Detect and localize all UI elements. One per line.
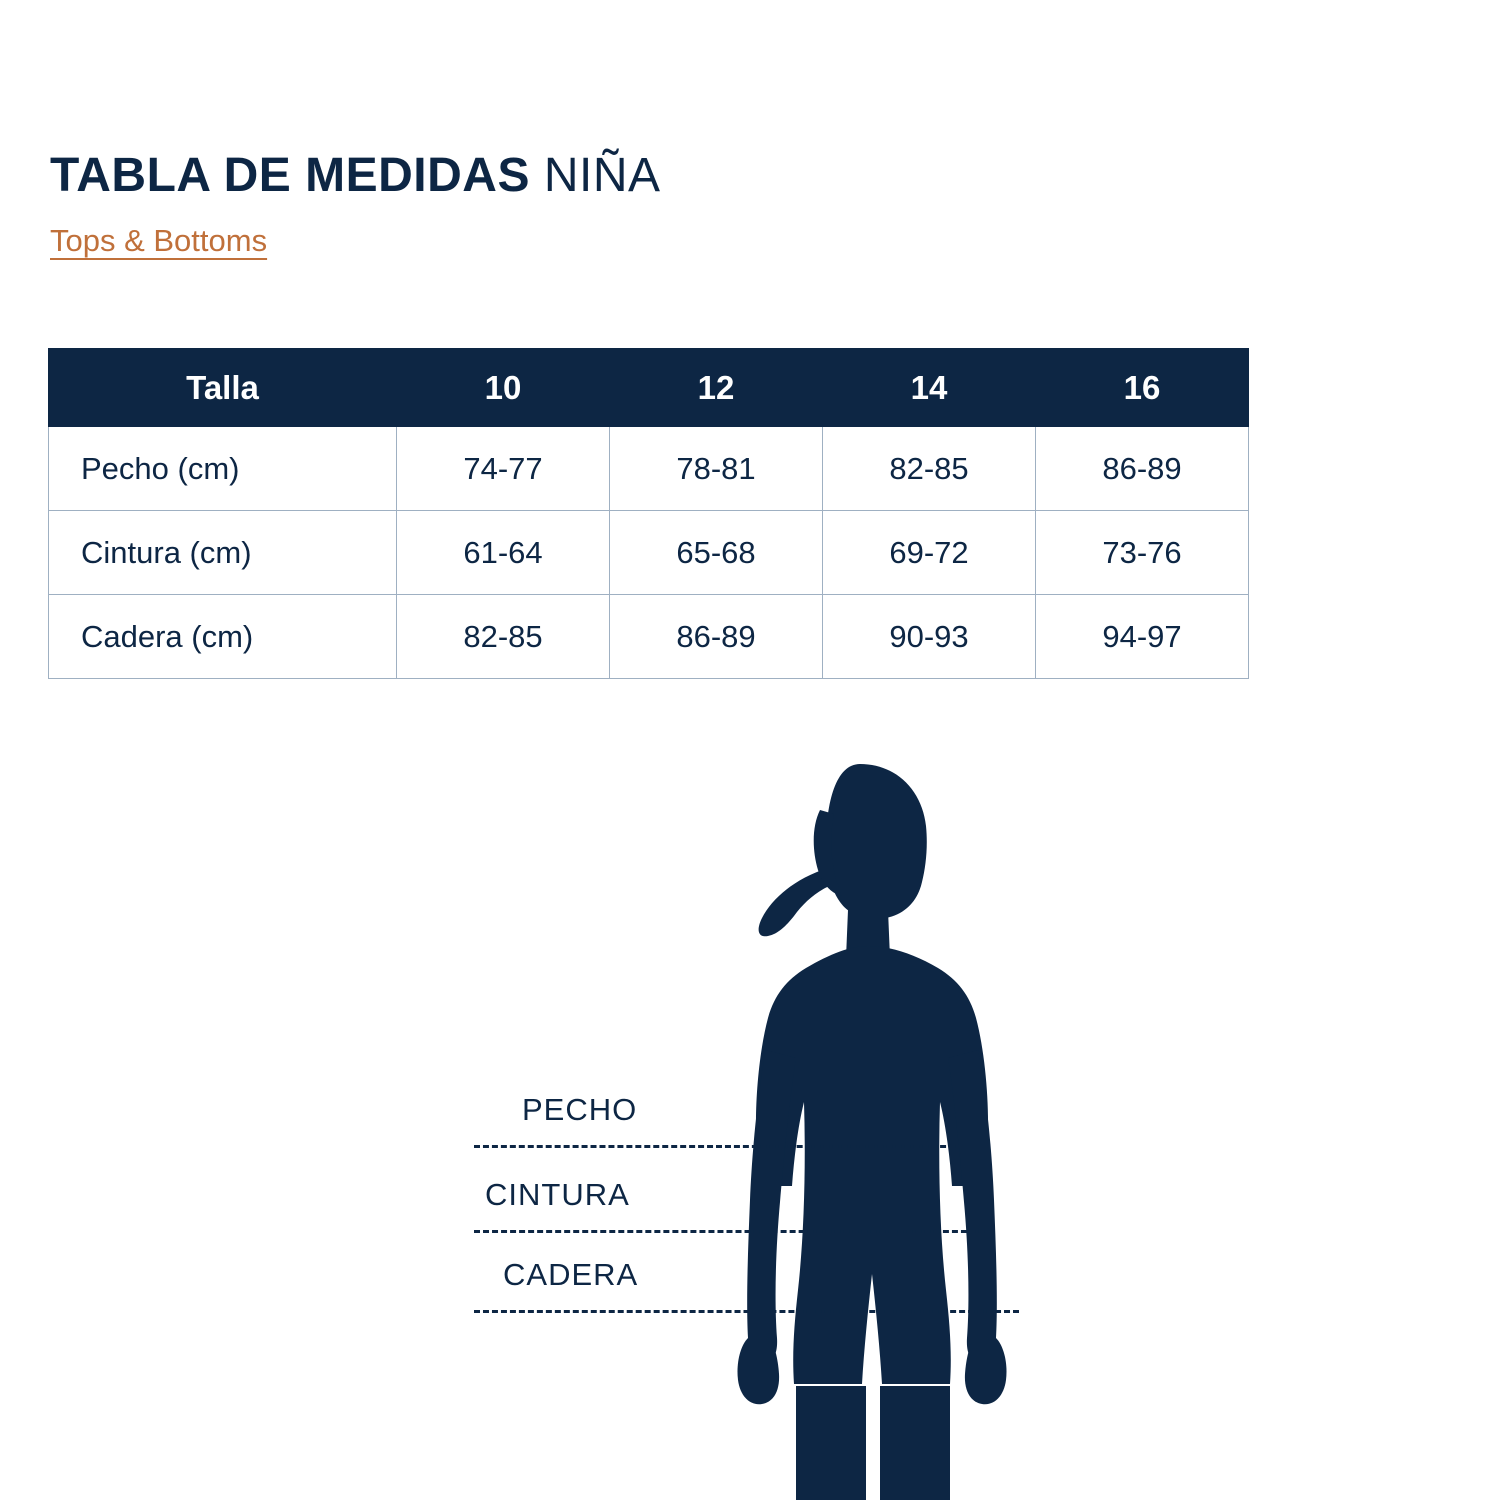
label-cadera: CADERA	[503, 1257, 639, 1292]
table-header-row	[49, 349, 1249, 427]
cell-pecho-16: 86-89	[1036, 427, 1249, 511]
table-header-size-16: 16	[1036, 349, 1249, 427]
table-header-size-14: 14	[823, 349, 1036, 427]
table-body	[49, 427, 1249, 679]
page-title-bold: TABLA DE MEDIDAS	[50, 149, 530, 202]
table-row	[49, 595, 1249, 679]
cell-cadera-16: 94-97	[1036, 595, 1249, 679]
cell-cadera-14: 90-93	[823, 595, 1036, 679]
table-header-size-10: 10	[397, 349, 610, 427]
table-header	[49, 349, 1249, 427]
row-label-pecho: Pecho (cm)	[49, 427, 397, 511]
girl-silhouette-icon	[700, 750, 1030, 1500]
label-pecho: PECHO	[522, 1092, 638, 1127]
page-title	[50, 150, 661, 203]
table-header-size-12: 12	[610, 349, 823, 427]
page-subtitle: Tops & Bottoms	[50, 222, 268, 258]
dashed-line-cadera	[474, 1310, 1019, 1313]
cell-cintura-12: 65-68	[610, 511, 823, 595]
label-cintura: CINTURA	[485, 1177, 630, 1212]
table-row	[49, 427, 1249, 511]
cell-pecho-12: 78-81	[610, 427, 823, 511]
row-label-cadera: Cadera (cm)	[49, 595, 397, 679]
cell-cintura-10: 61-64	[397, 511, 610, 595]
cell-cintura-16: 73-76	[1036, 511, 1249, 595]
table-header-talla: Talla	[49, 349, 397, 427]
row-label-cintura: Cintura (cm)	[49, 511, 397, 595]
cell-cintura-14: 69-72	[823, 511, 1036, 595]
dashed-line-pecho	[474, 1145, 964, 1148]
cell-pecho-14: 82-85	[823, 427, 1036, 511]
measurements-table	[48, 348, 1249, 679]
cell-cadera-10: 82-85	[397, 595, 610, 679]
table-row	[49, 511, 1249, 595]
measurement-figure	[0, 740, 1500, 1500]
title-block	[50, 150, 661, 259]
page-title-light: NIÑA	[529, 149, 661, 202]
cell-pecho-10: 74-77	[397, 427, 610, 511]
cell-cadera-12: 86-89	[610, 595, 823, 679]
dashed-line-cintura	[474, 1230, 994, 1233]
